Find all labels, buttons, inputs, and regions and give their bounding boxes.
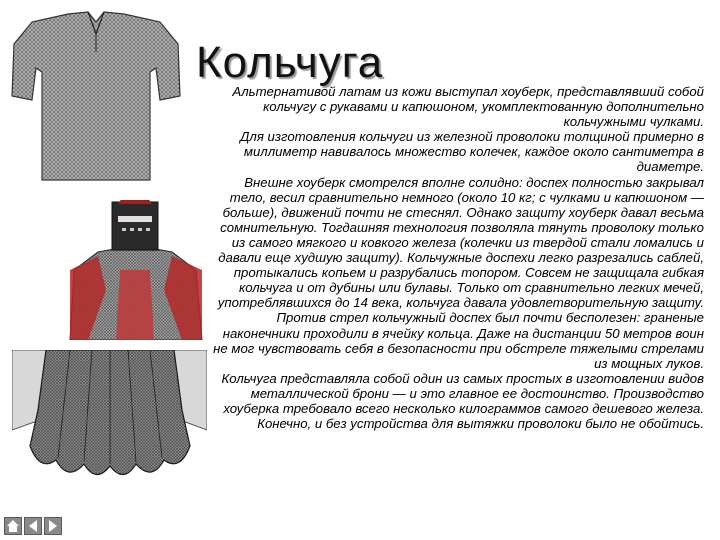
slide-body	[206, 84, 704, 431]
previous-slide-button[interactable]	[24, 517, 42, 535]
hauberk-image	[10, 8, 182, 183]
next-slide-button[interactable]	[44, 517, 62, 535]
paragraph: Внешне хоуберк смотрелся вполне солидно: доспех полностью закрывал тело, весил сравнительно немного (около 10 кг; с чулками и капюшоном — больше), движений почти не стеснял. Однако защиту хоуберк давал весьма сомнительную. Тогдашняя технология позволяла тянуть проволоку только из самого мягкого и ковкого железа (колечки из твердой стали ломались и давали еще худшую защиту). Кольчужные доспехи легко разрезались саблей, протыкались копьем и разрубались топором. Совсем не защищала гибкая кольчуга и от дубины или булавы. Только от сравнительно легких мечей, употреблявшихся до 14 века, кольчуга давала удовлетворительную защиту.	[217, 174, 704, 311]
prev-icon	[26, 519, 40, 533]
mail-cape-image	[12, 350, 207, 485]
paragraph: Против стрел кольчужный доспех был почти бесполезен: граненые наконечники проходили в ячейку кольца. Даже на дистанции 50 метров воин не мог чувствовать себя в безопасности при обстреле тяжелыми стрелами из мощных луков.	[213, 310, 704, 371]
home-button[interactable]	[4, 517, 22, 535]
paragraph: Альтернативой латам из кожи выступал хоуберк, представлявший собой кольчугу с рукавами и капюшоном, укомплектованную дополнительно кольчужными чулками.	[232, 84, 704, 130]
paragraph: Кольчуга представляла собой один из самых простых в изготовлении видов металлической брони — и это главное ее достоинство. Производство хоуберка требовало всего несколько килограммов самого дешевого железа. Конечно, и без устройства для вытяжки проволоки было не обойтись.	[221, 370, 704, 432]
paragraph: Для изготовления кольчуги из железной проволоки толщиной примерно в миллиметр навивалось множество колечек, каждое около сантиметра в диаметре.	[240, 129, 704, 175]
home-icon	[6, 519, 20, 533]
knight-image	[60, 200, 210, 340]
next-icon	[46, 519, 60, 533]
slide-title: Кольчуга	[196, 38, 384, 87]
slide-navigation	[4, 517, 62, 537]
